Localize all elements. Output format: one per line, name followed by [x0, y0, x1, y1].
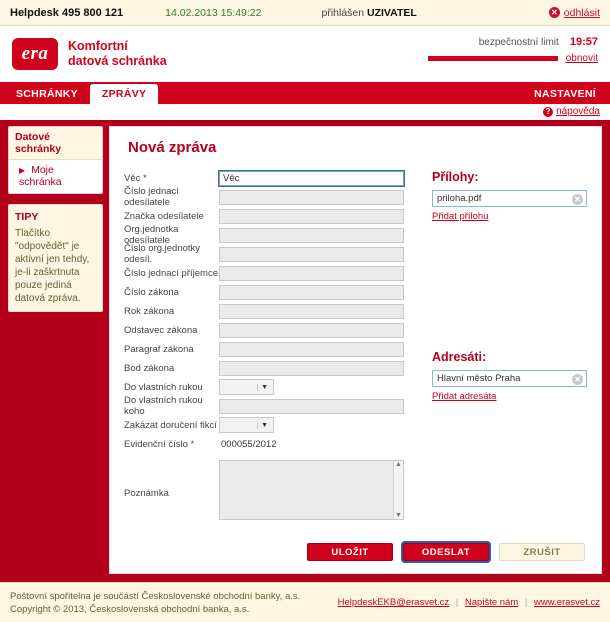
security-limit-bar — [428, 56, 558, 61]
security-limit-bar-row — [398, 53, 598, 64]
attachment-name: priloha.pdf — [437, 193, 482, 204]
tips-title: TIPY — [15, 211, 39, 223]
chevron-right-icon: ▶ — [19, 166, 26, 175]
recipient-item[interactable] — [432, 370, 587, 387]
input-paragraf-zakona[interactable] — [219, 342, 404, 357]
select-zakazat-doruceni-fikci[interactable] — [219, 417, 274, 433]
sidebar-menu-title: Datové schránky — [9, 127, 102, 160]
tips-panel — [8, 204, 103, 312]
field-row-cislo-org-jednotky — [124, 243, 404, 265]
input-cislo-jednaci-odesilatele[interactable] — [219, 190, 404, 205]
label-cislo-zakona: Číslo zákona — [124, 286, 179, 298]
field-row-vec — [124, 170, 404, 186]
tab-schranky[interactable]: SCHRÁNKY — [16, 88, 78, 100]
field-row-znacka-odesilatele — [124, 208, 404, 224]
label-evidencni-cislo: Evidenční číslo * — [124, 438, 195, 450]
label-cislo-jednaci-odesilatele: Číslo jednací odesílatele — [124, 186, 179, 208]
field-row-evidencni-cislo — [124, 436, 404, 452]
label-znacka-odesilatele: Značka odesílatele — [124, 210, 204, 222]
field-row-do-vlastnich-rukou-koho — [124, 395, 404, 417]
note-scrollbar[interactable] — [393, 461, 403, 519]
input-odstavec-zakona[interactable] — [219, 323, 404, 338]
footer-link-contact[interactable]: Napište nám — [464, 597, 519, 608]
footer-link-website[interactable]: www.erasvet.cz — [534, 597, 600, 608]
input-vec[interactable] — [219, 171, 404, 186]
label-zakazat-doruceni-fikci: Zakázat doručení fikcí — [124, 419, 217, 431]
cancel-button[interactable]: ZRUŠIT — [499, 543, 585, 561]
message-form — [124, 170, 404, 520]
help-link[interactable] — [543, 106, 600, 117]
footer-links — [338, 597, 600, 608]
send-button[interactable]: ODESLAT — [403, 543, 489, 561]
brand-line-1: Komfortní — [68, 39, 128, 53]
scroll-up-icon[interactable]: ▲ — [395, 461, 402, 468]
help-bar — [0, 104, 610, 120]
logged-in-prefix: přihlášen — [321, 6, 368, 19]
side-form-column — [432, 170, 587, 520]
label-rok-zakona: Rok zákona — [124, 305, 175, 317]
input-znacka-odesilatele[interactable] — [219, 209, 404, 224]
close-circle-icon: ✕ — [549, 7, 560, 18]
input-rok-zakona[interactable] — [219, 304, 404, 319]
page-title: Nová zpráva — [128, 139, 217, 156]
input-cislo-jednaci-prijemce[interactable] — [219, 266, 404, 281]
label-odstavec-zakona: Odstavec zákona — [124, 324, 198, 336]
form-actions — [307, 543, 585, 561]
field-row-bod-zakona — [124, 360, 404, 376]
question-icon: ? — [543, 107, 553, 117]
field-row-zakazat-doruceni-fikci — [124, 417, 404, 433]
page-body — [0, 120, 610, 582]
value-evidencni-cislo: 000055/2012 — [221, 438, 277, 450]
era-logo-icon: era — [12, 38, 58, 70]
help-label: nápověda — [556, 106, 600, 117]
form-columns — [124, 170, 587, 520]
field-row-rok-zakona — [124, 303, 404, 319]
label-vec: Věc * — [124, 172, 147, 184]
sidebar-menu — [8, 126, 103, 194]
security-limit-time: 19:57 — [569, 36, 598, 48]
label-do-vlastnich-rukou-koho: Do vlastních rukou koho — [124, 395, 203, 417]
footer-legal — [10, 590, 300, 616]
field-row-paragraf-zakona — [124, 341, 404, 357]
top-status-bar — [0, 0, 610, 26]
renew-session-link[interactable]: obnovit — [565, 53, 598, 64]
content-panel — [109, 126, 602, 574]
main-tabbar — [0, 82, 610, 104]
field-row-do-vlastnich-rukou — [124, 379, 404, 395]
brand-line-2: datová schránka — [68, 54, 167, 68]
chevron-down-icon: ▼ — [257, 422, 271, 429]
input-org-jednotka-odesilatele[interactable] — [219, 228, 404, 243]
field-row-org-jednotka-odesilatele — [124, 224, 404, 246]
field-row-cislo-jednaci-odesilatele — [124, 186, 404, 208]
scroll-down-icon[interactable]: ▼ — [395, 512, 402, 519]
label-cislo-org-jednotky: Číslo org.jednotky odesíl. — [124, 243, 201, 265]
field-row-cislo-jednaci-prijemce — [124, 265, 404, 281]
page-header — [0, 26, 610, 82]
footer-separator: | — [455, 597, 459, 608]
label-cislo-jednaci-prijemce: Číslo jednací příjemce — [124, 267, 218, 279]
label-org-jednotka-odesilatele: Org.jednotka odesílatele — [124, 224, 179, 246]
chevron-down-icon: ▼ — [257, 384, 271, 391]
security-limit-label: bezpečnostní limit — [478, 37, 559, 48]
brand-name — [68, 39, 167, 69]
helpdesk-phone: Helpdesk 495 800 121 — [10, 6, 124, 19]
remove-circle-icon[interactable]: ✕ — [572, 194, 583, 205]
input-bod-zakona[interactable] — [219, 361, 404, 376]
page-footer — [0, 582, 610, 622]
tab-nastaveni[interactable]: NASTAVENÍ — [534, 88, 596, 100]
tab-zpravy[interactable]: ZPRÁVY — [90, 84, 158, 104]
logged-in-status — [321, 7, 416, 19]
footer-link-email[interactable]: HelpdeskEKB@erasvet.cz — [337, 597, 450, 608]
brand-logo[interactable] — [12, 38, 167, 70]
label-do-vlastnich-rukou: Do vlastních rukou — [124, 381, 203, 393]
remove-circle-icon[interactable]: ✕ — [572, 374, 583, 385]
field-row-odstavec-zakona — [124, 322, 404, 338]
logout-button[interactable] — [549, 7, 600, 19]
field-row-poznamka — [124, 460, 404, 520]
sidebar-item-label: Moje schránka — [19, 164, 62, 188]
label-poznamka: Poznámka — [124, 488, 169, 499]
server-datetime: 14.02.2013 15:49:22 — [165, 6, 262, 19]
input-do-vlastnich-rukou-koho[interactable] — [219, 399, 404, 414]
attachment-item[interactable] — [432, 190, 587, 207]
footer-separator: | — [524, 597, 528, 608]
security-limit-panel — [398, 36, 598, 64]
select-do-vlastnich-rukou[interactable] — [219, 379, 274, 395]
sidebar — [0, 120, 109, 582]
input-cislo-org-jednotky[interactable] — [219, 247, 404, 262]
textarea-poznamka[interactable] — [219, 460, 404, 520]
recipients-title: Adresáti: — [432, 350, 487, 364]
recipient-name: Hlavní město Praha — [437, 373, 521, 384]
logout-label: odhlásit — [563, 6, 600, 19]
add-attachment-link[interactable]: Přidat přílohu — [432, 211, 489, 222]
save-button[interactable]: ULOŽIT — [307, 543, 393, 561]
sidebar-item-moje-schranka[interactable] — [9, 160, 102, 193]
label-bod-zakona: Bod zákona — [124, 362, 175, 374]
tips-text: Tlačítko "odpovědět" je aktivní jen tehdy, je-li zaškrtnuta pouze jediná datová zpráva. — [15, 228, 90, 304]
label-paragraf-zakona: Paragraf zákona — [124, 343, 194, 355]
spacer — [432, 222, 587, 350]
input-cislo-zakona[interactable] — [219, 285, 404, 300]
attachments-title: Přílohy: — [432, 170, 479, 184]
footer-legal-line-2: Copyright © 2013, Československá obchodní banka, a.s. — [10, 603, 250, 615]
field-row-cislo-zakona — [124, 284, 404, 300]
logged-in-username: UZIVATEL — [367, 6, 417, 19]
footer-legal-line-1: Poštovní spořitelna je součástí Československé obchodní banky, a.s. — [10, 590, 301, 602]
add-recipient-link[interactable]: Přidat adresáta — [432, 391, 497, 402]
